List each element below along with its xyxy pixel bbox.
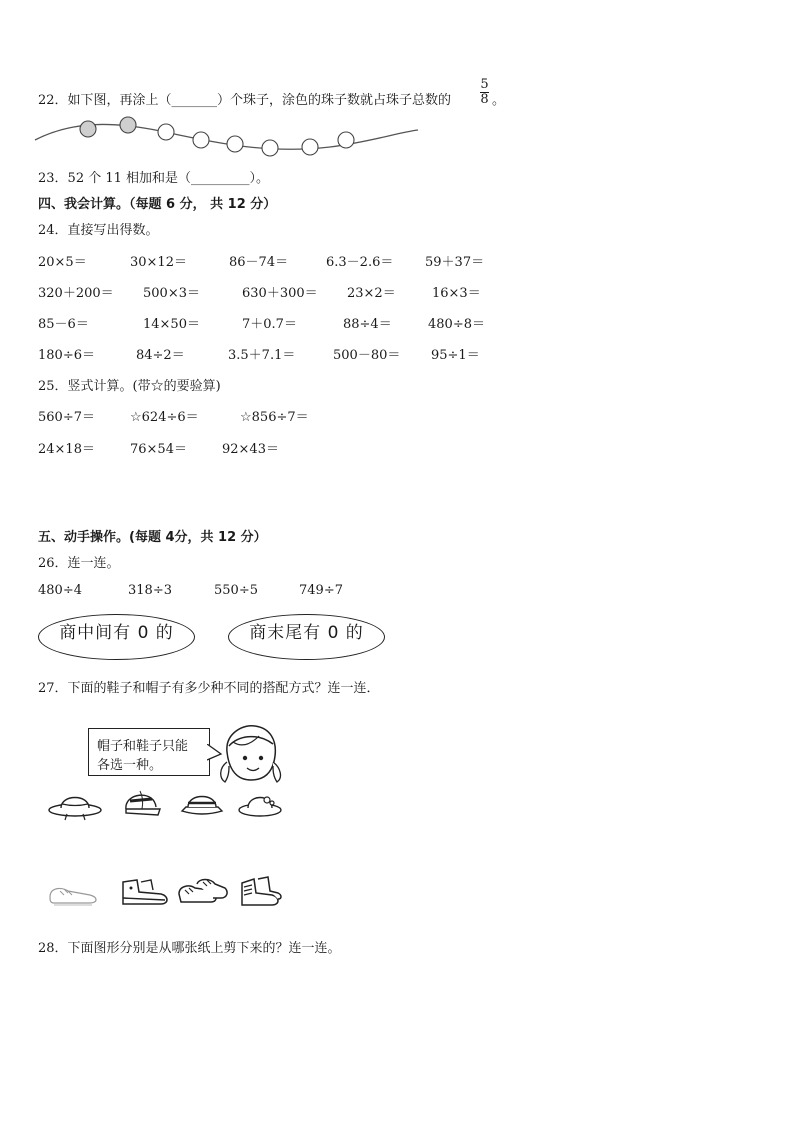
q24-cell: 180÷6＝: [38, 348, 95, 363]
hat-icon-4[interactable]: [236, 786, 284, 820]
q24-cell: 85－6＝: [38, 317, 89, 332]
fraction-denominator: 8: [480, 92, 489, 107]
q24-cell: 88÷4＝: [343, 317, 392, 332]
q24-cell: 86－74＝: [229, 255, 289, 270]
bead-string-figure: [30, 112, 430, 162]
bead-unshaded[interactable]: [158, 124, 174, 140]
q24-cell: 84÷2＝: [136, 348, 185, 363]
q24-cell: 14×50＝: [143, 317, 200, 332]
bead-unshaded[interactable]: [338, 132, 354, 148]
oval-end-zero-label: 商末尾有 0 的: [249, 623, 364, 643]
bead-unshaded[interactable]: [302, 139, 318, 155]
q25-cell: ☆624÷6＝: [130, 410, 199, 425]
q22-end: 。: [492, 93, 506, 108]
fraction-five-eighths: [480, 78, 489, 107]
q25-cell: 560÷7＝: [38, 410, 95, 425]
q24-cell: 7＋0.7＝: [242, 317, 297, 332]
q26-expression: 480÷4: [38, 583, 82, 598]
fraction-numerator: 5: [480, 77, 489, 92]
q24-cell: 6.3－2.6＝: [326, 255, 394, 270]
oval-end-zero[interactable]: [228, 614, 385, 660]
speech-line: 帽子和鞋子只能: [97, 739, 189, 754]
bead-shaded[interactable]: [120, 117, 136, 133]
bead-shaded[interactable]: [80, 121, 96, 137]
q22-text: 22．如下图，再涂上（_______）个珠子，涂色的珠子数就占珠子总数的: [38, 93, 452, 108]
speech-bubble: [88, 728, 210, 776]
q24-cell: 630＋300＝: [242, 286, 318, 301]
section-4-heading: 四、我会计算。（每题 6 分， 共 12 分）: [38, 197, 277, 212]
q25-cell: 24×18＝: [38, 442, 95, 457]
section-5-heading: 五、动手操作。(每题 4分，共 12 分）: [38, 530, 267, 545]
q28-title: 28．下面图形分别是从哪张纸上剪下来的？连一连。: [38, 941, 341, 956]
q24-cell: 320＋200＝: [38, 286, 114, 301]
hat-icon-3[interactable]: [178, 787, 226, 821]
shoe-icon-1[interactable]: [46, 875, 102, 909]
shoe-icon-2[interactable]: [117, 872, 173, 910]
bead-unshaded[interactable]: [227, 136, 243, 152]
q24-cell: 23×2＝: [347, 286, 396, 301]
q24-cell: 95÷1＝: [431, 348, 480, 363]
girl-icon: [215, 722, 285, 788]
q24-title: 24．直接写出得数。: [38, 223, 159, 238]
q24-cell: 16×3＝: [432, 286, 481, 301]
shoe-icon-4[interactable]: [236, 871, 284, 911]
hat-icon-2[interactable]: [120, 785, 164, 821]
shoe-icon-3[interactable]: [175, 872, 231, 910]
oval-middle-zero-label: 商中间有 0 的: [59, 623, 174, 643]
bead-unshaded[interactable]: [262, 140, 278, 156]
q26-expression: 749÷7: [299, 583, 343, 598]
q23-text: 23．52 个 11 相加和是（_________）。: [38, 171, 270, 186]
q27-title: 27．下面的鞋子和帽子有多少种不同的搭配方式？连一连．: [38, 681, 380, 696]
q24-cell: 500×3＝: [143, 286, 200, 301]
q25-cell: 76×54＝: [130, 442, 187, 457]
q24-cell: 480÷8＝: [428, 317, 485, 332]
q26-expression: 318÷3: [128, 583, 172, 598]
q24-cell: 20×5＝: [38, 255, 87, 270]
speech-line: 各选一种。: [97, 758, 163, 773]
q26-expression: 550÷5: [214, 583, 258, 598]
bead-unshaded[interactable]: [193, 132, 209, 148]
q24-cell: 59＋37＝: [425, 255, 485, 270]
q25-cell: 92×43＝: [222, 442, 279, 457]
hat-icon-1[interactable]: [45, 784, 105, 824]
q24-cell: 500－80＝: [333, 348, 401, 363]
oval-middle-zero[interactable]: [38, 614, 195, 660]
q25-title: 25．竖式计算。(带☆的要验算): [38, 379, 221, 394]
q24-cell: 30×12＝: [130, 255, 187, 270]
q25-cell: ☆856÷7＝: [240, 410, 309, 425]
q24-cell: 3.5＋7.1＝: [228, 348, 296, 363]
q26-title: 26．连一连。: [38, 556, 120, 571]
